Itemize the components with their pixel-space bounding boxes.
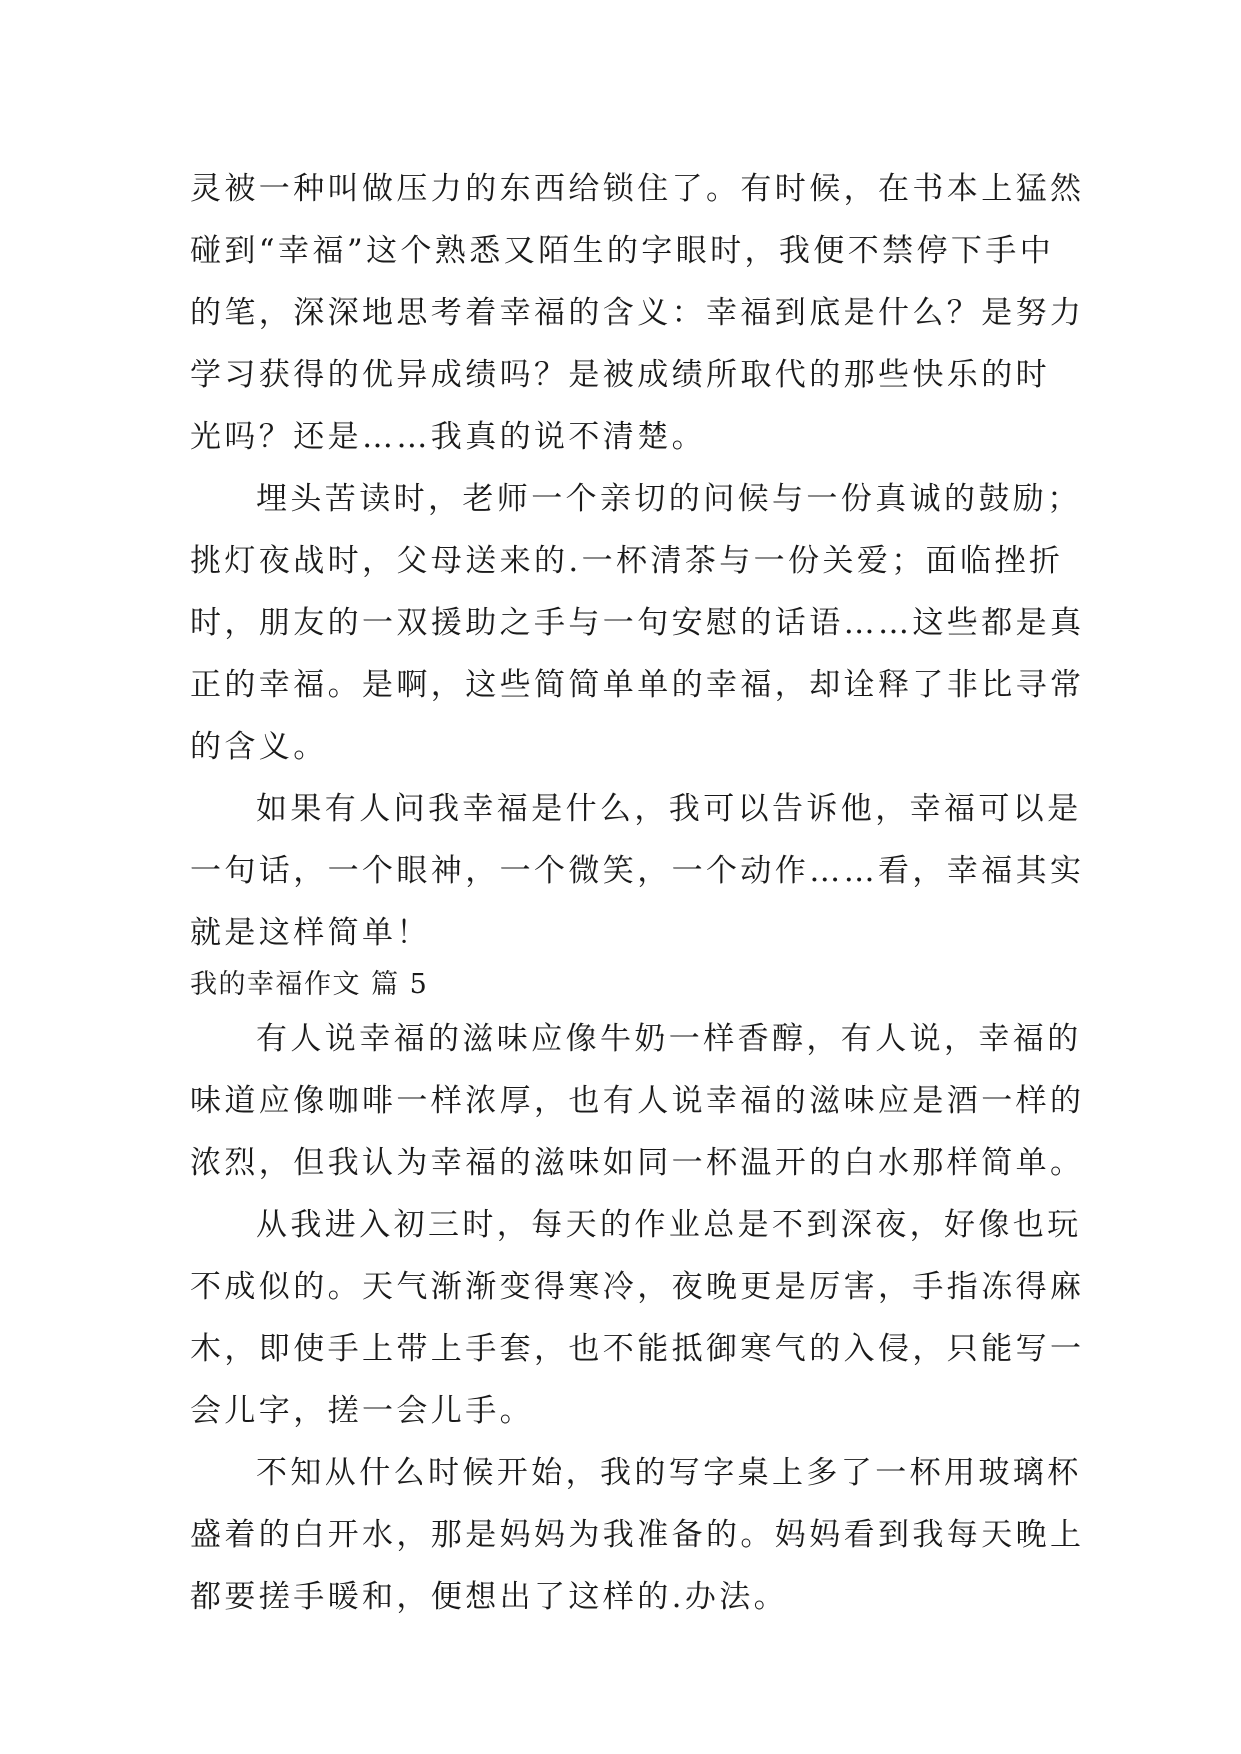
- text-line: 木，即使手上带上手套，也不能抵御寒气的入侵，只能写一: [190, 1331, 1085, 1367]
- document-body: [190, 158, 1085, 1628]
- text-line: 正的幸福。是啊，这些简简单单的幸福，却诠释了非比寻常: [190, 667, 1085, 703]
- paragraph: [190, 468, 1085, 778]
- text-line: 灵被一种叫做压力的东西给锁住了。有时候，在书本上猛然: [190, 171, 1085, 207]
- text-line: 不成似的。天气渐渐变得寒冷，夜晚更是厉害，手指冻得麻: [190, 1269, 1085, 1305]
- text-line: 埋头苦读时，老师一个亲切的问候与一份真诚的鼓励；: [256, 481, 1082, 517]
- text-line: 会儿字，搓一会儿手。: [190, 1393, 534, 1429]
- text-line: 有人说幸福的滋味应像牛奶一样香醇，有人说，幸福的: [256, 1021, 1082, 1057]
- text-line: 从我进入初三时，每天的作业总是不到深夜，好像也玩: [256, 1207, 1082, 1243]
- text-line: 浓烈，但我认为幸福的滋味如同一杯温开的白水那样简单。: [190, 1145, 1085, 1181]
- text-line: 就是这样简单！: [190, 915, 431, 951]
- text-line: 盛着的白开水，那是妈妈为我准备的。妈妈看到我每天晚上: [190, 1517, 1085, 1553]
- text-line: 的笔，深深地思考着幸福的含义：幸福到底是什么？是努力: [190, 295, 1085, 331]
- text-line: 的含义。: [190, 729, 328, 765]
- text-line: 不知从什么时候开始，我的写字桌上多了一杯用玻璃杯: [256, 1455, 1082, 1491]
- text-line: 如果有人问我幸福是什么，我可以告诉他，幸福可以是: [256, 791, 1082, 827]
- paragraph: [190, 1008, 1085, 1194]
- text-line: 碰到“幸福”这个熟悉又陌生的字眼时，我便不禁停下手中: [190, 233, 1055, 269]
- text-line: 都要搓手暖和，便想出了这样的.办法。: [190, 1579, 789, 1615]
- section-heading: 我的幸福作文 篇 5: [190, 969, 429, 1000]
- text-line: 挑灯夜战时，父母送来的.一杯清茶与一份关爱；面临挫折: [190, 543, 1064, 579]
- text-line: 味道应像咖啡一样浓厚，也有人说幸福的滋味应是酒一样的: [190, 1083, 1085, 1119]
- paragraph-continuation: [190, 158, 1085, 468]
- text-line: 时，朋友的一双援助之手与一句安慰的话语……这些都是真: [190, 605, 1085, 641]
- text-line: 学习获得的优异成绩吗？是被成绩所取代的那些快乐的时: [190, 357, 1050, 393]
- paragraph: [190, 778, 1085, 964]
- paragraph: [190, 1442, 1085, 1628]
- paragraph: [190, 1194, 1085, 1442]
- text-line: 光吗？还是……我真的说不清楚。: [190, 419, 706, 455]
- text-line: 一句话，一个眼神，一个微笑，一个动作……看，幸福其实: [190, 853, 1085, 889]
